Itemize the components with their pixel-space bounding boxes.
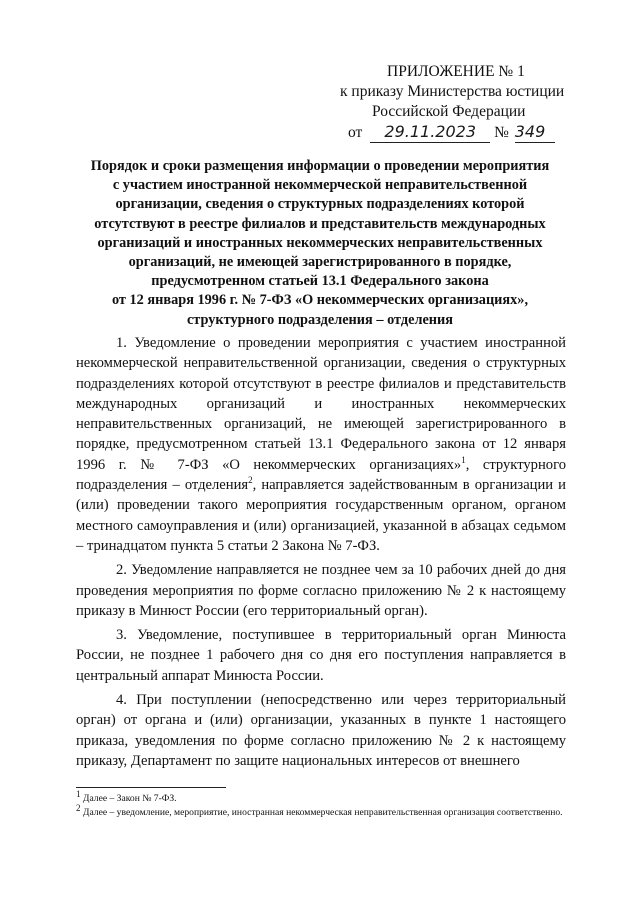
handwritten-number: 349 xyxy=(515,122,555,143)
footnote-text: Далее – уведомление, мероприятие, иностранная некоммерческая неправительственная организация соответственно. xyxy=(80,806,563,818)
paragraph-1-text-a: 1. Уведомление о проведении мероприятия с участием иностранной некоммерческой неправительственной организации, сведения о структурных подразделениях которой отсутствуют в реестре филиалов и представительств международных организаций и иностранных некоммерческих неправительственных организаций, не имеющей зарегистрированного в порядке, предусмотренном статьей 13.1 Федерального закона от 12 января 1996 г. № 7-ФЗ «О некоммерческих организациях» xyxy=(76,335,566,473)
document-title xyxy=(60,157,580,330)
footnote-1 xyxy=(76,788,566,806)
footnote-separator xyxy=(76,787,226,788)
title-line: организаций и иностранных некоммерческих неправительственных xyxy=(97,234,543,251)
title-line: отсутствуют в реестре филиалов и представительств международных xyxy=(94,215,546,232)
appendix-title: ПРИЛОЖЕНИЕ № 1 xyxy=(387,63,525,80)
footnote-2 xyxy=(76,802,566,820)
footnote-mark: 2 xyxy=(76,802,81,813)
title-line: организаций, не имеющей зарегистрированного в порядке, xyxy=(128,254,512,271)
footnote-text: Далее – Закон № 7-ФЗ. xyxy=(80,793,177,804)
appendix-order-line: к приказу Министерства юстиции xyxy=(340,83,565,100)
from-label: от xyxy=(348,124,363,141)
footnotes xyxy=(76,788,566,819)
footnote-ref-2: 2 xyxy=(248,475,253,486)
footnote-mark: 1 xyxy=(76,788,81,799)
title-line: от 12 января 1996 г. № 7-ФЗ «О некоммерческих организациях», xyxy=(111,292,529,309)
appendix-ministry-line: Российской Федерации xyxy=(372,103,526,120)
paragraph-1-text-b: , структурного подразделения – отделения xyxy=(76,456,566,494)
appendix-date-line xyxy=(340,122,590,143)
paragraph-1-text-c: , направляется задействованным в организации и (или) проведении такого мероприятия государственным органом, органом местного самоуправления и (или) организацией, указанной в абзацах седьмом – тринадцатом пункта 5 статьи 2 Закона № 7-ФЗ. xyxy=(76,477,566,554)
paragraph-2: 2. Уведомление направляется не позднее чем за 10 рабочих дней до дня проведения мероприятия по форме согласно приложению № 2 к настоящему приказу в Минюст России (его территориальный орган). xyxy=(76,562,566,619)
number-label: № xyxy=(494,124,509,141)
handwritten-date: 29.11.2023 xyxy=(370,122,490,143)
paragraph-3: 3. Уведомление, поступившее в территориальный орган Минюста России, не позднее 1 рабочего дня со дня его поступления направляется в центральный аппарат Минюста России. xyxy=(76,627,566,684)
appendix-header xyxy=(340,62,590,143)
footnote-ref-1: 1 xyxy=(461,454,466,465)
title-line: организации, сведения о структурных подразделениях которой xyxy=(115,196,525,213)
title-line: предусмотренном статьей 13.1 Федерального закона xyxy=(151,273,489,290)
title-line: Порядок и сроки размещения информации о проведении мероприятия xyxy=(90,158,550,174)
title-line: с участием иностранной некоммерческой неправительственной xyxy=(112,177,528,194)
paragraph-1 xyxy=(76,333,566,556)
document-body xyxy=(76,333,566,771)
paragraph-4: 4. При поступлении (непосредственно или через территориальный орган) от органа и (или) организации, указанных в пункте 1 настоящего приказа, уведомления по форме согласно приложению № 2 к настоящему приказу, Департамент по защите национальных интересов от внешнего xyxy=(76,692,566,769)
title-line: структурного подразделения – отделения xyxy=(186,311,454,328)
